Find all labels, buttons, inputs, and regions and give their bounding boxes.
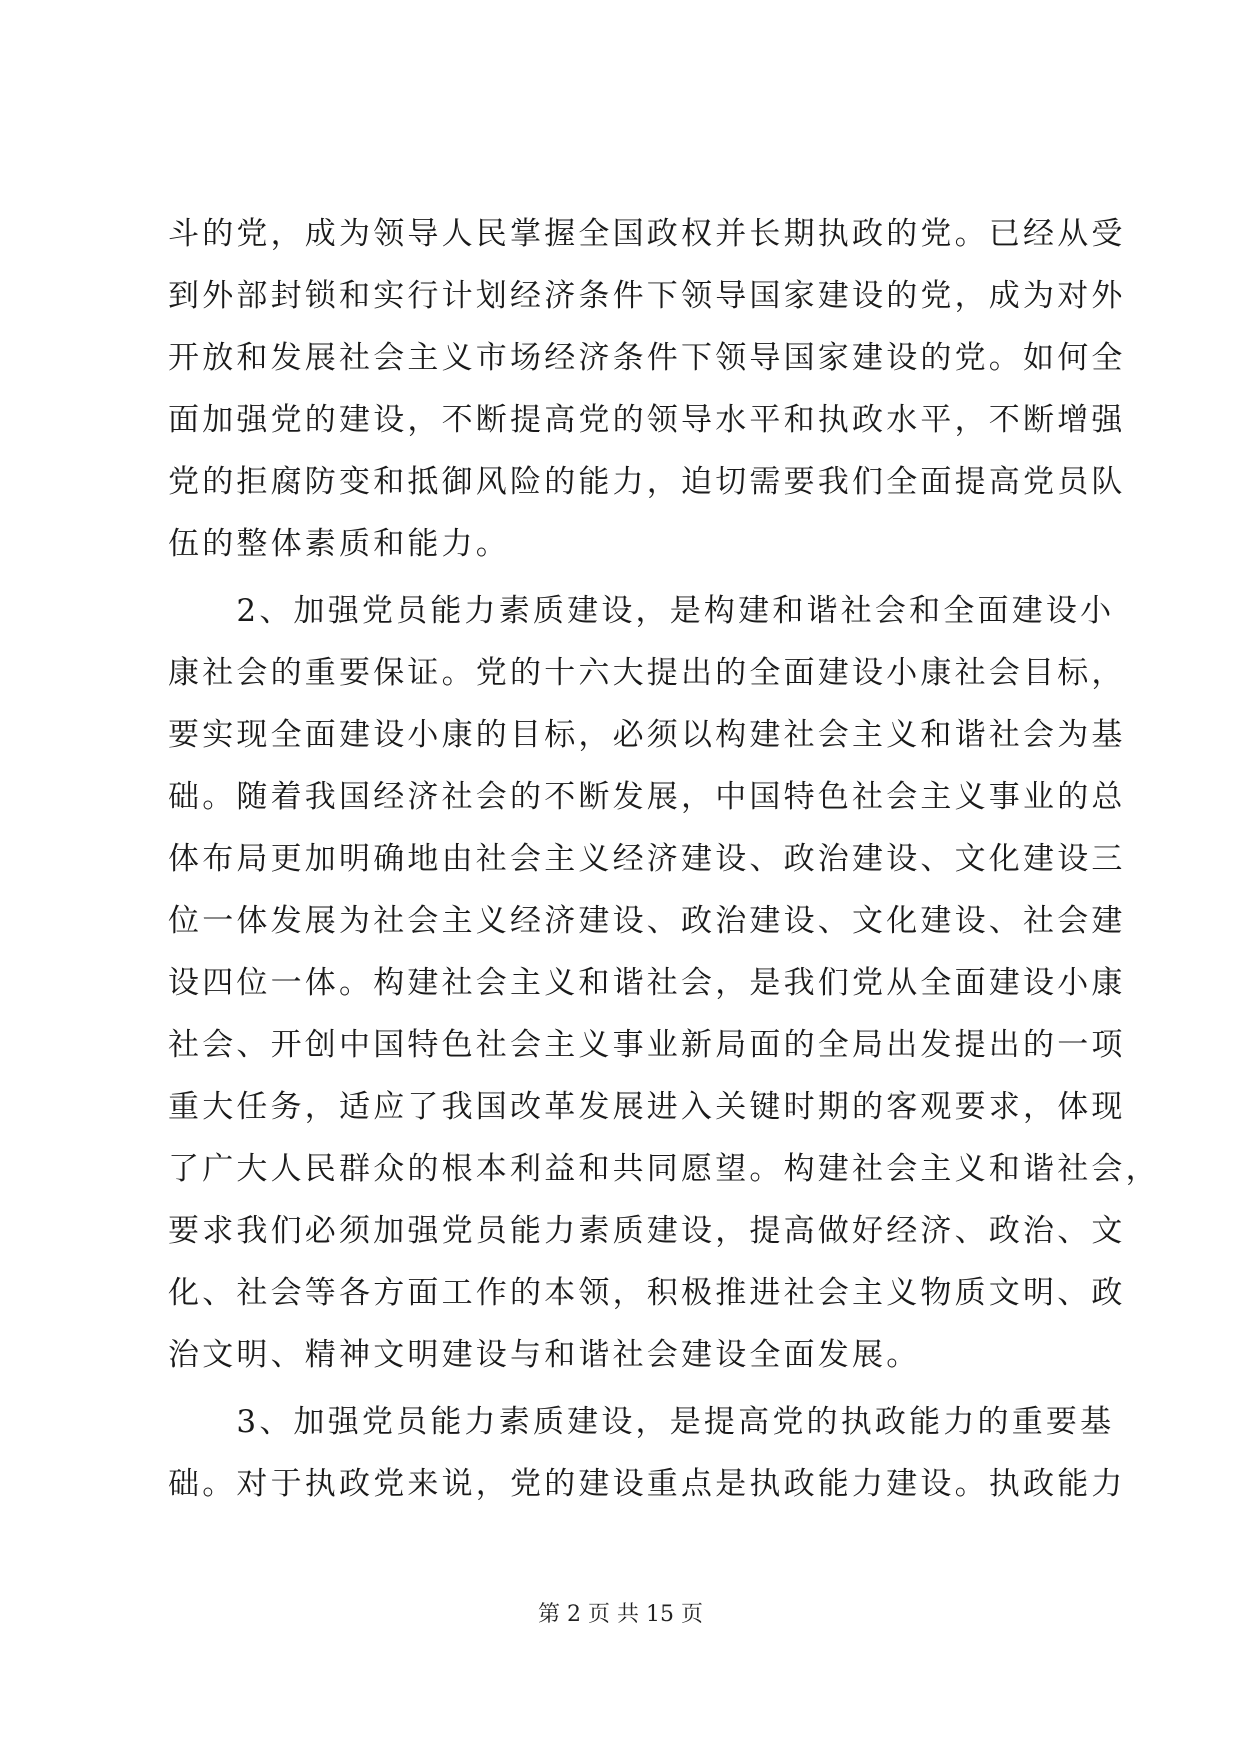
text-line: 2、加强党员能力素质建设，是构建和谐社会和全面建设小 xyxy=(168,593,1115,629)
text-line: 设四位一体。构建社会主义和谐社会，是我们党从全面建设小康 xyxy=(168,965,1126,1001)
text-line: 治文明、精神文明建设与和谐社会建设全面发展。 xyxy=(168,1337,921,1373)
text-line: 要实现全面建设小康的目标，必须以构建社会主义和谐社会为基 xyxy=(168,717,1126,753)
text-line: 党的拒腐防变和抵御风险的能力，迫切需要我们全面提高党员队 xyxy=(168,464,1126,500)
text-line: 了广大人民群众的根本利益和共同愿望。构建社会主义和谐社会， xyxy=(168,1151,1160,1187)
text-line: 3、加强党员能力素质建设，是提高党的执政能力的重要基 xyxy=(168,1404,1115,1440)
text-line: 位一体发展为社会主义经济建设、政治建设、文化建设、社会建 xyxy=(168,903,1126,939)
text-line: 础。随着我国经济社会的不断发展，中国特色社会主义事业的总 xyxy=(168,779,1126,815)
text-line: 体布局更加明确地由社会主义经济建设、政治建设、文化建设三 xyxy=(168,841,1126,877)
text-line: 面加强党的建设，不断提高党的领导水平和执政水平，不断增强 xyxy=(168,402,1126,438)
text-line: 化、社会等各方面工作的本领，积极推进社会主义物质文明、政 xyxy=(168,1275,1126,1311)
text-line: 重大任务，适应了我国改革发展进入关键时期的客观要求，体现 xyxy=(168,1089,1126,1125)
page-footer: 第 2 页 共 15 页 xyxy=(538,1602,703,1627)
text-line: 伍的整体素质和能力。 xyxy=(168,526,510,562)
text-line: 到外部封锁和实行计划经济条件下领导国家建设的党，成为对外 xyxy=(168,278,1126,314)
text-line: 社会、开创中国特色社会主义事业新局面的全局出发提出的一项 xyxy=(168,1027,1126,1063)
text-line: 开放和发展社会主义市场经济条件下领导国家建设的党。如何全 xyxy=(168,340,1126,376)
text-line: 斗的党，成为领导人民掌握全国政权并长期执政的党。已经从受 xyxy=(168,216,1126,252)
text-line: 础。对于执政党来说，党的建设重点是执政能力建设。执政能力 xyxy=(168,1466,1126,1502)
text-line: 康社会的重要保证。党的十六大提出的全面建设小康社会目标， xyxy=(168,655,1126,691)
text-line: 要求我们必须加强党员能力素质建设，提高做好经济、政治、文 xyxy=(168,1213,1126,1249)
